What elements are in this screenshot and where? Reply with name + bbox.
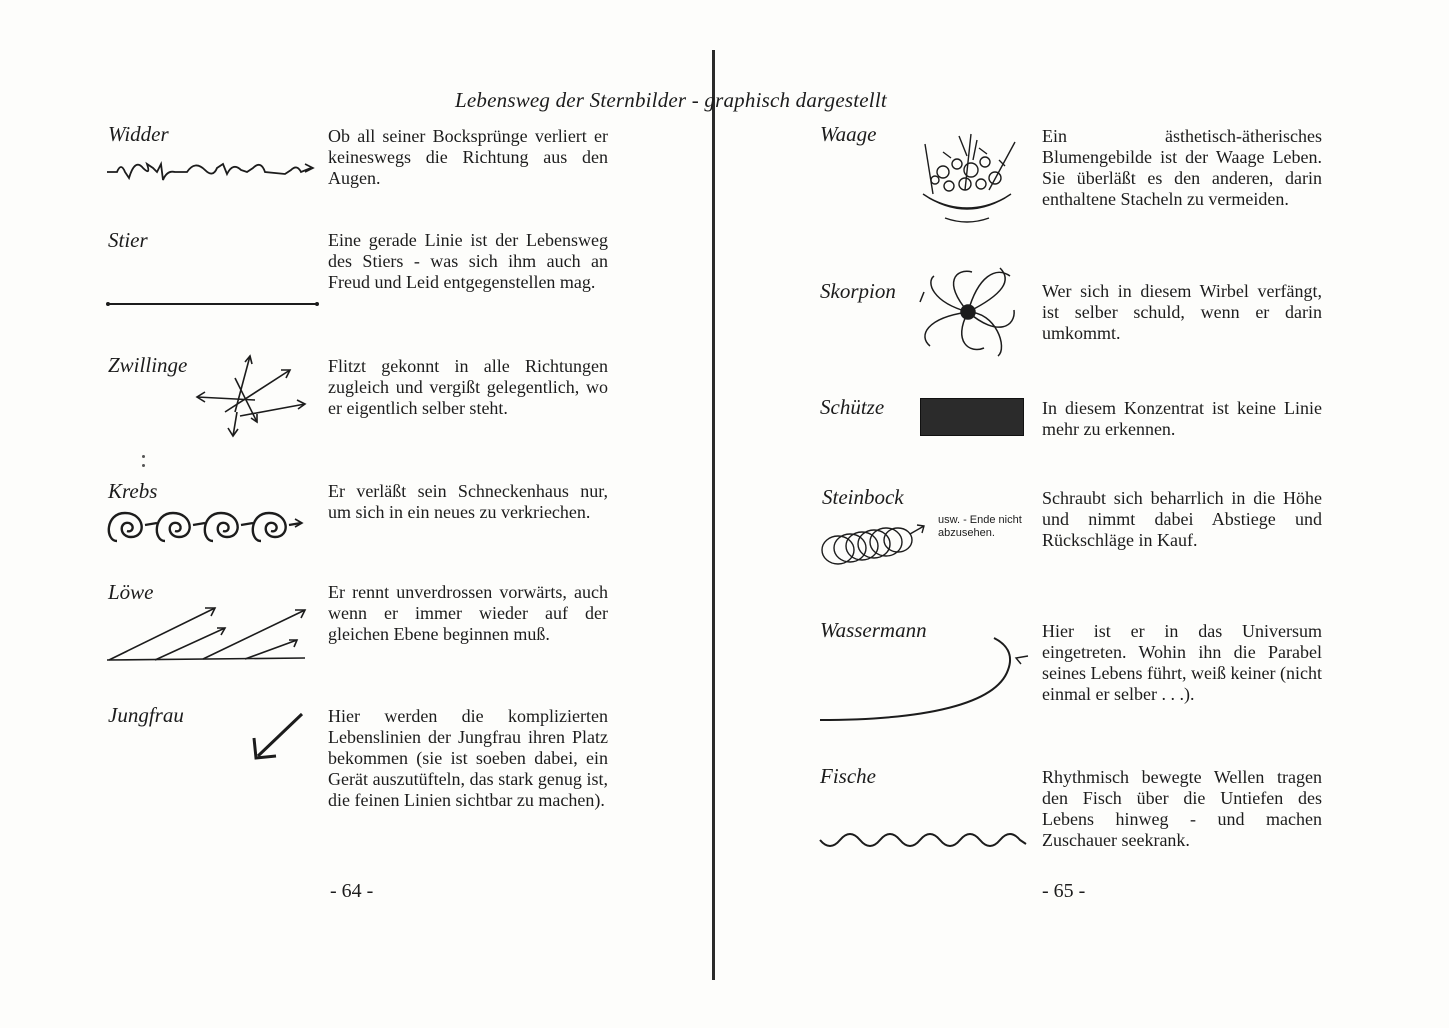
sign-label-stier: Stier xyxy=(108,228,148,252)
flower-bowl-icon xyxy=(915,132,1020,228)
sign-label-jungfrau: Jungfrau xyxy=(108,703,184,727)
spiral-chain-icon xyxy=(105,505,315,550)
squiggle-path-icon xyxy=(105,150,320,190)
arrow-down-left-icon xyxy=(250,710,310,762)
stray-mark xyxy=(142,464,145,467)
sign-label-skorpion: Skorpion xyxy=(820,279,896,303)
page-number-left: - 64 - xyxy=(330,880,374,902)
filled-block-fill xyxy=(920,398,1024,436)
sign-label-loewe: Löwe xyxy=(108,580,154,604)
crossing-arrows-icon xyxy=(195,352,310,442)
description-schuetze: In diesem Konzentrat ist keine Linie mehr zu erkennen. xyxy=(1042,398,1322,439)
description-zwillinge: Flitzt gekonnt in alle Richtungen zugleich und vergißt gelegentlich, wo er eigentlich selber steht. xyxy=(328,356,608,418)
wave-icon xyxy=(816,826,1031,854)
sign-label-widder: Widder xyxy=(108,122,169,146)
page-number-right: - 65 - xyxy=(1042,880,1086,902)
description-steinbock: Schraubt sich beharrlich in die Höhe und nimmt dabei Abstiege und Rückschläge in Kauf. xyxy=(1042,488,1322,550)
curve-arrow-icon xyxy=(816,634,1031,726)
rising-arrows-icon xyxy=(105,602,315,664)
sign-label-zwillinge: Zwillinge xyxy=(108,353,188,377)
description-jungfrau: Hier werden die komplizierten Lebenslinien der Jungfrau ihren Platz bekommen (sie ist soeben dabei, ein Gerät auszutüfteln, das stark genug ist, die feinen Linien sichtbar zu machen). xyxy=(328,706,608,810)
whirl-icon xyxy=(912,262,1027,358)
description-stier: Eine gerade Linie ist der Lebensweg des Stiers - was sich ihm auch an Freud und Leid entgegenstellen mag. xyxy=(328,230,608,292)
straight-line-icon xyxy=(105,298,320,310)
sign-label-wassermann: Wassermann xyxy=(820,618,927,642)
description-widder: Ob all seiner Bocksprünge verliert er keineswegs die Richtung aus den Augen. xyxy=(328,126,608,188)
description-krebs: Er verläßt sein Schneckenhaus nur, um sich in ein neues zu verkriechen. xyxy=(328,481,608,522)
description-waage: Ein ästhetisch-ätherisches Blumengebilde ist der Waage Leben. Sie überläßt es den anderen, darin enthaltene Stacheln zu vermeiden. xyxy=(1042,126,1322,209)
sign-label-krebs: Krebs xyxy=(108,479,158,503)
page-header: Lebensweg der Sternbilder - graphisch dargestellt xyxy=(455,88,887,112)
sign-label-waage: Waage xyxy=(820,122,877,146)
description-fische: Rhythmisch bewegte Wellen tragen den Fisch über die Untiefen des Lebens hinweg - und machen Zuschauer seekrank. xyxy=(1042,767,1322,850)
sign-label-steinbock: Steinbock xyxy=(822,485,904,509)
steinbock-note: usw. - Ende nicht abzusehen. xyxy=(938,514,1022,539)
sign-label-fische: Fische xyxy=(820,764,876,788)
coil-icon xyxy=(818,522,933,570)
description-wassermann: Hier ist er in das Universum eingetreten. Wohin ihn die Parabel seines Lebens führt, weiß keiner (nicht einmal er selber . . .). xyxy=(1042,621,1322,704)
book-spine xyxy=(712,50,715,980)
sign-label-schuetze: Schütze xyxy=(820,395,885,419)
description-skorpion: Wer sich in diesem Wirbel verfängt, ist selber schuld, wenn er darin umkommt. xyxy=(1042,281,1322,343)
description-loewe: Er rennt unverdrossen vorwärts, auch wenn er immer wieder auf der gleichen Ebene beginnen muß. xyxy=(328,582,608,644)
filled-block-icon xyxy=(920,398,1022,434)
stray-mark xyxy=(142,455,145,458)
